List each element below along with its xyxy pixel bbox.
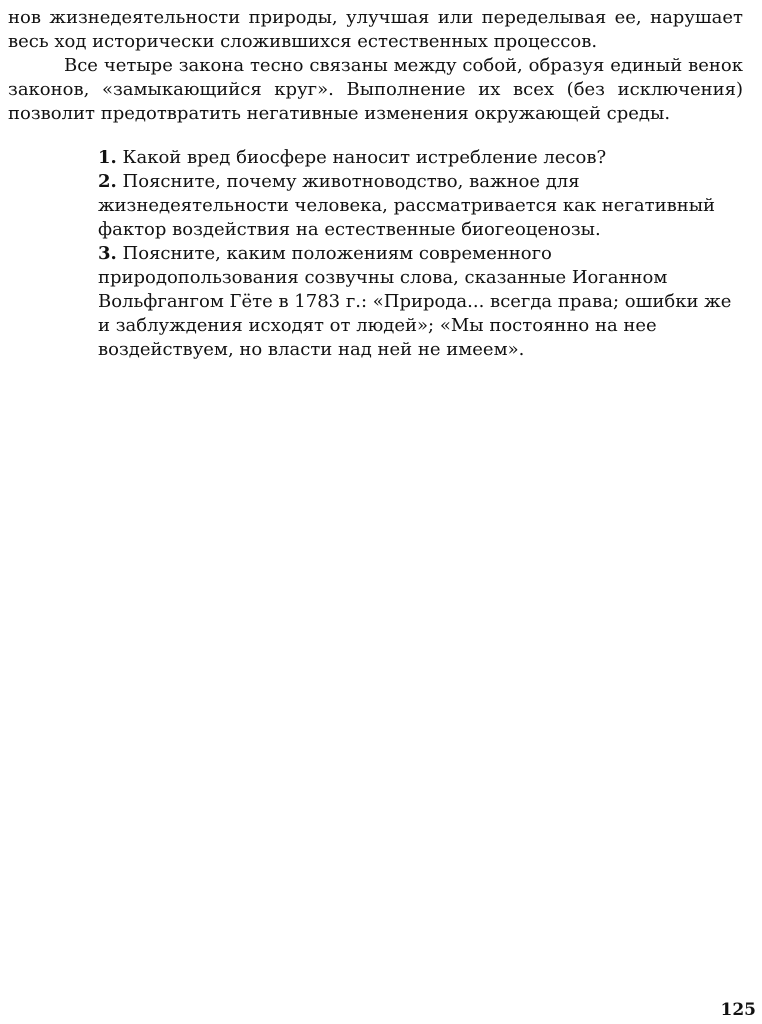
- question-text: Поясните, каким положениям современного природопользования созвучны слова, сказанные Иоганном Вольфгангом Гёте в 1783 г.: «Природа... всегда права; ошибки же и заблуждения исходят от людей»; «Мы постоянно на нее воздействуем, но власти над ней не имеем».: [98, 243, 732, 360]
- paragraph-four-laws: Все четыре закона тесно связаны между собой, образуя единый венок законов, «замыкающийся круг». Выполнение их всех (без исключения) позволит предотвратить негативные изменения окружающей среды.: [8, 55, 743, 124]
- question-3: [98, 242, 743, 362]
- question-text: Поясните, почему животноводство, важное для жизнедеятельности человека, рассматривается как негативный фактор воздействия на естественные биогеоценозы.: [98, 171, 716, 240]
- question-2: [98, 170, 743, 242]
- page-number: 125: [720, 1000, 756, 1020]
- question-number: 1.: [98, 147, 117, 168]
- question-number: 2.: [98, 171, 117, 192]
- review-questions: [98, 146, 743, 362]
- question-1: [98, 146, 743, 170]
- paragraph-continuation: нов жизнедеятельности природы, улучшая или переделывая ее, нарушает весь ход исторически сложившихся естественных процессов.: [8, 7, 743, 52]
- question-number: 3.: [98, 243, 117, 264]
- body-text: [8, 6, 743, 126]
- question-text: Какой вред биосфере наносит истребление лесов?: [122, 147, 607, 168]
